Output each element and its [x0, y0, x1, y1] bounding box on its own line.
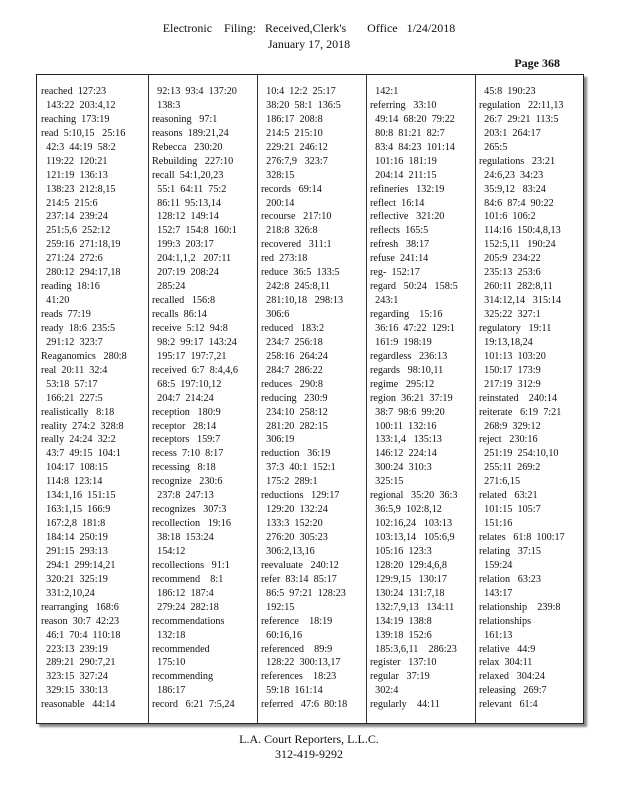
- index-line: ready 18:6 235:5: [41, 322, 116, 334]
- index-line: 192:15: [261, 601, 295, 613]
- index-line: 129:20 132:24: [261, 504, 328, 516]
- index-line: 186:17: [152, 685, 186, 697]
- index-line: 86:5 97:21 128:23: [261, 587, 346, 599]
- index-line: 84:6 87:4 90:22: [479, 197, 554, 209]
- index-line: reflective 321:20: [370, 211, 445, 223]
- index-line: 138:3: [152, 99, 181, 111]
- index-line: 276:7,9 323:7: [261, 155, 328, 167]
- index-line: 271:24 272:6: [41, 253, 103, 265]
- index-line: relation 63:23: [479, 573, 541, 585]
- index-line: 114:16 150:4,8,13: [479, 225, 561, 237]
- index-line: 133:1,4 135:13: [370, 434, 442, 446]
- index-line: 235:13 253:6: [479, 267, 541, 279]
- index-line: 268:9 329:12: [479, 420, 541, 432]
- index-line: reflects 165:5: [370, 225, 429, 237]
- index-line: 260:11 282:8,11: [479, 281, 553, 293]
- index-line: 306:19: [261, 434, 295, 446]
- index-line: reads 77:19: [41, 309, 91, 320]
- filing-header: [0, 20, 618, 52]
- index-line: 314:12,14 315:14: [479, 295, 562, 307]
- index-line: 19:13,18,24: [479, 336, 533, 348]
- index-line: relates 61:8 100:17: [479, 532, 565, 543]
- index-line: 134:1,16 151:15: [41, 490, 116, 502]
- index-line: 128:12 149:14: [152, 211, 219, 223]
- index-line: refer 83:14 85:17: [261, 573, 337, 585]
- index-line: 128:20 129:4,6,8: [370, 559, 447, 571]
- index-line: relaxed 304:24: [479, 671, 545, 683]
- index-line: 134:19 138:8: [370, 615, 432, 627]
- index-line: 285:24: [152, 281, 186, 293]
- index-page: [36, 74, 584, 724]
- index-line: reiterate 6:19 7:21: [479, 406, 562, 418]
- index-line: 242:8 245:8,11: [261, 281, 330, 293]
- reporter-name: L.A. Court Reporters, L.L.C.: [239, 732, 379, 746]
- index-line: recollections 91:1: [152, 559, 230, 571]
- index-line: 199:3 203:17: [152, 239, 214, 251]
- index-line: read 5:10,15 25:16: [41, 127, 126, 139]
- index-line: 129:9,15 130:17: [370, 573, 447, 585]
- index-line: 38:18 153:24: [152, 532, 214, 543]
- index-line: reevaluate 240:12: [261, 559, 339, 571]
- index-line: 101:6 106:2: [479, 211, 536, 223]
- index-line: 186:12 187:4: [152, 587, 214, 599]
- index-line: 83:4 84:23 101:14: [370, 141, 455, 153]
- index-line: 325:22 327:1: [479, 309, 541, 320]
- index-line: reached 127:23: [41, 86, 107, 97]
- index-line: Rebuilding 227:10: [152, 155, 234, 167]
- index-line: referenced 89:9: [261, 643, 333, 655]
- index-line: regime 295:12: [370, 378, 435, 390]
- index-line: 291:15 293:13: [41, 545, 108, 557]
- index-line: 300:24 310:3: [370, 462, 432, 474]
- reporter-phone: 312-419-9292: [275, 747, 343, 761]
- index-line: 281:20 282:15: [261, 420, 328, 432]
- index-line: Reaganomics 280:8: [41, 350, 127, 362]
- index-line: regardless 236:13: [370, 350, 448, 362]
- index-line: 207:19 208:24: [152, 267, 219, 279]
- index-line: 151:16: [479, 518, 513, 530]
- index-line: reducing 230:9: [261, 392, 328, 404]
- index-line: 121:19 136:13: [41, 169, 108, 181]
- index-line: related 63:21: [479, 490, 538, 502]
- filing-date: January 17, 2018: [267, 37, 351, 51]
- index-line: rearranging 168:6: [41, 601, 119, 613]
- index-line: 10:4 12:2 25:17: [261, 86, 336, 97]
- index-line: 331:2,10,24: [41, 587, 95, 599]
- index-line: 43:7 49:15 104:1: [41, 448, 121, 460]
- index-line: regulations 23:21: [479, 155, 556, 167]
- index-line: 104:17 108:15: [41, 462, 108, 474]
- index-line: 175:2 289:1: [261, 476, 318, 488]
- index-line: 53:18 57:17: [41, 378, 98, 390]
- index-line: reasoning 97:1: [152, 113, 218, 125]
- index-line: relax 304:11: [479, 657, 533, 669]
- index-line: 234:7 256:18: [261, 336, 323, 348]
- index-line: recommended: [152, 643, 210, 655]
- index-line: relevant 61:4: [479, 699, 538, 711]
- index-line: recalls 86:14: [152, 309, 207, 320]
- index-line: 101:15 105:7: [479, 504, 541, 516]
- index-line: 217:19 312:9: [479, 378, 541, 390]
- index-line: reason 30:7 42:23: [41, 615, 120, 627]
- index-line: reference 18:19: [261, 615, 333, 627]
- index-line: 251:5,6 252:12: [41, 225, 111, 237]
- index-line: regulatory 19:11: [479, 322, 552, 334]
- index-line: recess 7:10 8:17: [152, 448, 224, 460]
- index-line: records 69:14: [261, 183, 322, 195]
- index-line: 59:18 161:14: [261, 685, 323, 697]
- index-line: reduce 36:5 133:5: [261, 267, 340, 279]
- index-line: received 6:7 8:4,4,6: [152, 364, 239, 376]
- index-line: 243:1: [370, 295, 399, 307]
- index-column-5: [475, 75, 583, 723]
- index-line: 101:16 181:19: [370, 155, 437, 167]
- index-line: reasonable 44:14: [41, 699, 116, 711]
- index-line: 259:16 271:18,19: [41, 239, 121, 251]
- index-line: register 137:10: [370, 657, 437, 669]
- index-line: 128:22 300:13,17: [261, 657, 341, 669]
- index-column-2: [148, 75, 256, 723]
- index-line: 255:11 269:2: [479, 462, 541, 474]
- index-line: receptor 28:14: [152, 420, 217, 432]
- index-line: 80:8 81:21 82:7: [370, 127, 445, 139]
- index-line: 265:5: [479, 141, 508, 153]
- index-line: 284:7 286:22: [261, 364, 323, 376]
- index-line: 38:7 98:6 99:20: [370, 406, 445, 418]
- index-line: reduction 36:19: [261, 448, 331, 460]
- index-line: recovered 311:1: [261, 239, 332, 251]
- index-line: record 6:21 7:5,24: [152, 699, 235, 711]
- index-line: 139:18 152:6: [370, 629, 432, 641]
- index-line: recalled 156:8: [152, 295, 216, 307]
- index-line: 24:6,23 34:23: [479, 169, 544, 181]
- index-line: 204:14 211:15: [370, 169, 437, 181]
- index-line: 167:2,8 181:8: [41, 518, 106, 530]
- index-column-4: [366, 75, 474, 723]
- index-line: refineries 132:19: [370, 183, 445, 195]
- index-line: regional 35:20 36:3: [370, 490, 458, 502]
- index-line: red 273:18: [261, 253, 308, 265]
- index-line: 289:21 290:7,21: [41, 657, 116, 669]
- index-line: 294:1 299:14,21: [41, 559, 116, 571]
- index-line: realistically 8:18: [41, 406, 115, 418]
- index-line: 42:3 44:19 58:2: [41, 141, 116, 153]
- index-line: 150:17 173:9: [479, 364, 541, 376]
- index-line: reduced 183:2: [261, 322, 325, 334]
- index-line: 323:15 327:24: [41, 671, 108, 683]
- index-line: recessing 8:18: [152, 462, 216, 474]
- index-line: 26:7 29:21 113:5: [479, 113, 559, 125]
- index-line: regular 37:19: [370, 671, 430, 683]
- index-line: relating 37:15: [479, 545, 541, 557]
- index-line: reinstated 240:14: [479, 392, 558, 404]
- index-line: 98:2 99:17 143:24: [152, 336, 237, 348]
- index-line: relationship 239:8: [479, 601, 561, 613]
- index-line: 175:10: [152, 657, 186, 669]
- index-line: 38:20 58:1 136:5: [261, 99, 341, 111]
- index-line: 234:10 258:12: [261, 406, 328, 418]
- index-line: 154:12: [152, 545, 186, 557]
- index-line: 214:5 215:10: [261, 127, 323, 139]
- filing-stamp: Electronic Filing: Received,Clerk's Office 1/24/2018: [162, 21, 456, 35]
- index-line: 133:3 152:20: [261, 518, 323, 530]
- index-line: reduces 290:8: [261, 378, 323, 390]
- index-line: 200:14: [261, 197, 295, 209]
- index-line: 302:4: [370, 685, 399, 697]
- index-line: 101:13 103:20: [479, 350, 546, 362]
- index-column-3: [257, 75, 365, 723]
- index-line: 55:1 64:11 75:2: [152, 183, 227, 195]
- index-line: 161:9 198:19: [370, 336, 432, 348]
- index-line: 329:15 330:13: [41, 685, 108, 697]
- index-line: 223:13 239:19: [41, 643, 108, 655]
- index-line: 203:1 264:17: [479, 127, 541, 139]
- index-line: 306:2,13,16: [261, 545, 315, 557]
- index-line: reasons 189:21,24: [152, 127, 229, 139]
- index-line: reality 274:2 328:8: [41, 420, 124, 432]
- index-line: reject 230:16: [479, 434, 538, 446]
- index-line: 320:21 325:19: [41, 573, 108, 585]
- index-line: 279:24 282:18: [152, 601, 219, 613]
- index-line: referring 33:10: [370, 99, 437, 111]
- index-line: 119:22 120:21: [41, 155, 108, 167]
- index-line: 237:14 239:24: [41, 211, 108, 223]
- index-line: 152:7 154:8 160:1: [152, 225, 237, 237]
- index-line: 163:1,15 166:9: [41, 504, 111, 516]
- index-line: 229:21 246:12: [261, 141, 328, 153]
- index-line: 218:8 326:8: [261, 225, 318, 237]
- index-line: recourse 217:10: [261, 211, 332, 223]
- index-line: 49:14 68:20 79:22: [370, 113, 455, 125]
- index-line: 102:16,24 103:13: [370, 518, 453, 530]
- index-line: 185:3,6,11 286:23: [370, 643, 457, 655]
- index-line: 146:12 224:14: [370, 448, 437, 460]
- index-line: relationships: [479, 615, 532, 627]
- index-line: 152:5,11 190:24: [479, 239, 556, 251]
- index-line: 291:12 323:7: [41, 336, 103, 348]
- index-line: region 36:21 37:19: [370, 392, 453, 404]
- index-line: regularly 44:11: [370, 699, 440, 711]
- index-line: reflect 16:14: [370, 197, 425, 209]
- index-line: recollection 19:16: [152, 518, 231, 530]
- index-line: refresh 38:17: [370, 239, 430, 251]
- index-line: 142:1: [370, 86, 399, 97]
- index-line: recommending: [152, 671, 214, 683]
- index-line: relative 44:9: [479, 643, 536, 655]
- index-line: reg- 152:17: [370, 267, 420, 279]
- index-line: 161:13: [479, 629, 513, 641]
- index-line: 103:13,14 105:6,9: [370, 532, 455, 543]
- index-line: 280:12 294:17,18: [41, 267, 121, 279]
- index-column-1: [41, 85, 145, 712]
- index-line: 214:5 215:6: [41, 197, 98, 209]
- index-line: really 24:24 32:2: [41, 434, 116, 446]
- index-line: 86:11 95:13,14: [152, 197, 221, 209]
- index-line: 251:19 254:10,10: [479, 448, 559, 460]
- index-line: 45:8 190:23: [479, 86, 536, 97]
- index-line: recall 54:1,20,23: [152, 169, 224, 181]
- index-line: 143:22 203:4,12: [41, 99, 116, 111]
- index-line: 35:9,12 83:24: [479, 183, 546, 195]
- index-line: real 20:11 32:4: [41, 364, 108, 376]
- index-line: 60:16,16: [261, 629, 303, 641]
- index-line: 237:8 247:13: [152, 490, 214, 502]
- index-line: 325:15: [370, 476, 404, 488]
- index-line: regarding 15:16: [370, 309, 443, 320]
- index-line: 68:5 197:10,12: [152, 378, 222, 390]
- index-line: 186:17 208:8: [261, 113, 323, 125]
- index-line: 276:20 305:23: [261, 532, 328, 543]
- index-line: recommendations: [152, 615, 225, 627]
- index-line: 166:21 227:5: [41, 392, 103, 404]
- index-line: 41:20: [41, 295, 70, 307]
- index-line: releasing 269:7: [479, 685, 547, 697]
- index-line: 132:18: [152, 629, 186, 641]
- index-line: recognize 230:6: [152, 476, 223, 488]
- index-line: reading 18:16: [41, 281, 100, 293]
- index-line: 204:7 214:24: [152, 392, 214, 404]
- index-line: reductions 129:17: [261, 490, 340, 502]
- page-number: Page 368: [514, 56, 560, 70]
- index-line: recognizes 307:3: [152, 504, 227, 516]
- index-line: 132:7,9,13 134:11: [370, 601, 455, 613]
- index-line: receptors 159:7: [152, 434, 221, 446]
- index-line: 328:15: [261, 169, 295, 181]
- index-line: receive 5:12 94:8: [152, 322, 228, 334]
- index-line: 46:1 70:4 110:18: [41, 629, 121, 641]
- index-line: 130:24 131:7,18: [370, 587, 445, 599]
- index-line: 184:14 250:19: [41, 532, 108, 543]
- index-line: 36:5,9 102:8,12: [370, 504, 442, 516]
- index-line: 258:16 264:24: [261, 350, 328, 362]
- index-line: Rebecca 230:20: [152, 141, 223, 153]
- index-line: refuse 241:14: [370, 253, 429, 265]
- index-line: 205:9 234:22: [479, 253, 541, 265]
- reporter-footer: [0, 732, 618, 762]
- index-line: 114:8 123:14: [41, 476, 103, 488]
- index-line: 37:3 40:1 152:1: [261, 462, 336, 474]
- index-line: recommend 8:1: [152, 573, 224, 585]
- index-line: 159:24: [479, 559, 513, 571]
- index-line: references 18:23: [261, 671, 337, 683]
- index-line: 92:13 93:4 137:20: [152, 86, 237, 97]
- index-line: regard 50:24 158:5: [370, 281, 458, 293]
- index-line: regards 98:10,11: [370, 364, 444, 376]
- index-line: 36:16 47:22 129:1: [370, 322, 455, 334]
- index-line: 306:6: [261, 309, 290, 320]
- index-line: reaching 173:19: [41, 113, 110, 125]
- index-line: 195:17 197:7,21: [152, 350, 227, 362]
- index-line: 100:11 132:16: [370, 420, 437, 432]
- index-line: reception 180:9: [152, 406, 221, 418]
- index-line: 271:6,15: [479, 476, 521, 488]
- index-line: regulation 22:11,13: [479, 99, 564, 111]
- index-line: referred 47:6 80:18: [261, 699, 348, 711]
- index-line: 281:10,18 298:13: [261, 295, 344, 307]
- index-line: 143:17: [479, 587, 513, 599]
- index-line: 204:1,1,2 207:11: [152, 253, 232, 265]
- index-line: 138:23 212:8,15: [41, 183, 116, 195]
- index-line: 105:16 123:3: [370, 545, 432, 557]
